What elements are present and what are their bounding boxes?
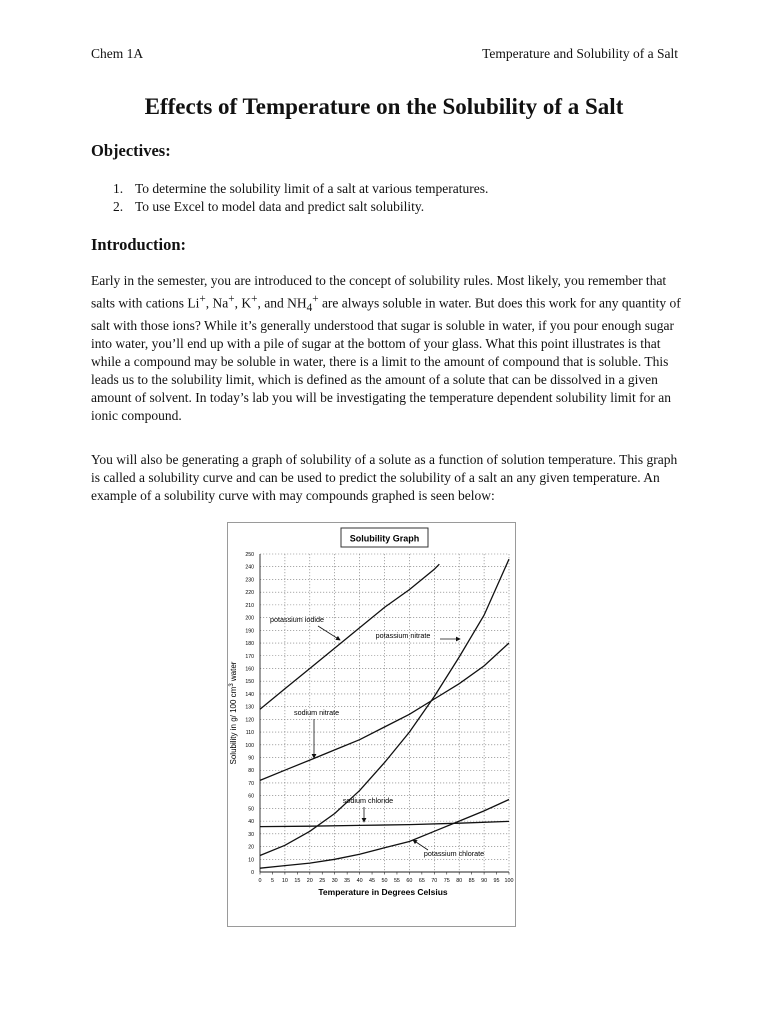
y-tick-label: 140 — [245, 691, 254, 698]
y-tick-label: 190 — [245, 628, 254, 635]
series-annotation-label: potassium nitrate — [375, 631, 431, 640]
y-tick-label: 130 — [245, 704, 254, 711]
chart-annotations — [270, 615, 484, 858]
x-tick-label: 25 — [319, 878, 326, 884]
series-annotation-label: sodium nitrate — [294, 708, 340, 717]
y-tick-label: 50 — [248, 806, 254, 813]
series-annotation-label: sodium chloride — [342, 796, 394, 805]
y-tick-label: 0 — [251, 870, 254, 876]
y-tick-label: 230 — [245, 577, 254, 584]
objective-text: To determine the solubility limit of a salt at various temperatures. — [135, 181, 489, 196]
chart-ylabel — [229, 661, 238, 764]
objective-item — [113, 181, 488, 197]
chart-ticks — [245, 552, 513, 884]
y-tick-label: 90 — [248, 755, 254, 762]
y-tick-label: 120 — [245, 717, 254, 724]
x-tick-label: 10 — [281, 878, 288, 884]
subscript: 4 — [306, 302, 313, 315]
intro-text: , and NH — [257, 295, 307, 311]
y-tick-label: 100 — [245, 742, 254, 749]
y-tick-label: 170 — [245, 653, 254, 660]
objectives-heading: Objectives: — [91, 141, 171, 160]
x-tick-label: 15 — [294, 878, 301, 884]
y-tick-label: 160 — [245, 666, 254, 673]
intro-text: , K — [234, 295, 252, 311]
x-tick-label: 90 — [481, 878, 488, 884]
y-tick-label: 210 — [245, 602, 254, 609]
x-tick-label: 60 — [406, 878, 413, 884]
y-tick-label: 30 — [248, 831, 254, 838]
x-tick-label: 20 — [306, 878, 313, 884]
intro-text: are always soluble in water. But does this work for any quantity of salt with those ions? While it’s generally understood that sugar is soluble in water, if you pour enough sugar into water, you’ll end up with a pile of sugar at the bottom of your glass. What this point illustrates is that while a compound may be soluble in water, there is a limit to the amount of compound that is soluble. This leads us to the solubility limit, which is defined as the amount of a solute that can be dissolved in a given amount of solvent. In today’s lab you will be investigating the temperature dependent solubility limit for an ionic compound. — [91, 295, 681, 424]
chart-xlabel: Temperature in Degrees Celsius — [318, 887, 448, 897]
y-tick-label: 80 — [248, 768, 254, 775]
x-tick-label: 85 — [468, 878, 475, 884]
y-tick-label: 250 — [245, 552, 254, 558]
superscript: + — [312, 293, 319, 305]
y-tick-label: 110 — [245, 730, 254, 737]
x-tick-label: 45 — [369, 878, 376, 884]
y-tick-label: 70 — [248, 780, 254, 787]
series-annotation-label: potassium chlorate — [423, 849, 485, 858]
x-tick-label: 35 — [344, 878, 351, 884]
x-tick-label: 0 — [258, 878, 262, 884]
series-annotation-label: potassium iodide — [270, 615, 324, 624]
intro-text: , Na — [205, 295, 229, 311]
solubility-chart — [228, 523, 515, 926]
superscript: + — [199, 293, 206, 305]
chart-title: Solubility Graph — [349, 533, 420, 544]
y-tick-label: 60 — [248, 793, 254, 800]
x-tick-label: 40 — [356, 878, 363, 884]
x-tick-label: 75 — [443, 878, 450, 884]
objective-text: To use Excel to model data and predict salt solubility. — [135, 199, 425, 214]
intro-paragraph-1 — [91, 272, 687, 425]
ylabel-superscript: 3 — [229, 683, 235, 687]
y-tick-label: 40 — [248, 819, 254, 826]
y-tick-label: 20 — [248, 844, 254, 851]
objective-number: 2. — [113, 199, 124, 214]
intro-text: You will also be generating a graph of solubility of a solute as a function of solution temperature. This graph is called a solubility curve and can be used to predict the solubility of a salt an any given temperature. An example of a solubility curve with may compounds graphed is seen below: — [91, 452, 678, 503]
solubility-chart-frame — [227, 522, 516, 927]
x-tick-label: 30 — [331, 878, 338, 884]
x-tick-label: 5 — [270, 878, 274, 884]
x-tick-label: 65 — [418, 878, 425, 884]
ylabel-text: Solubility in g/ 100 cm — [229, 686, 238, 765]
header-course: Chem 1A — [91, 46, 144, 61]
y-tick-label: 10 — [248, 857, 254, 864]
superscript: + — [228, 293, 235, 305]
ylabel-text: water — [229, 661, 238, 684]
introduction-heading: Introduction: — [91, 235, 187, 254]
y-tick-label: 180 — [245, 641, 254, 648]
annotation-arrow — [413, 840, 428, 850]
x-tick-label: 95 — [493, 878, 500, 884]
x-tick-label: 100 — [504, 878, 514, 884]
intro-text: Early in the semester, you are introduced to the concept of solubility rules. Most likely, you remember that salts with cations Li — [91, 273, 667, 311]
x-tick-label: 70 — [431, 878, 438, 884]
x-tick-label: 50 — [381, 878, 388, 884]
objective-item — [113, 199, 424, 215]
y-tick-label: 220 — [245, 590, 254, 597]
y-tick-label: 150 — [245, 679, 254, 686]
objective-number: 1. — [113, 181, 124, 196]
x-tick-label: 80 — [456, 878, 463, 884]
x-tick-label: 55 — [393, 878, 400, 884]
superscript: + — [251, 293, 258, 305]
intro-paragraph-2 — [91, 451, 687, 505]
header-topic: Temperature and Solubility of a Salt — [482, 46, 678, 61]
y-tick-label: 200 — [245, 615, 254, 622]
y-tick-label: 240 — [245, 564, 254, 571]
page-title: Effects of Temperature on the Solubility of a Salt — [144, 94, 624, 119]
annotation-arrow — [318, 626, 340, 640]
